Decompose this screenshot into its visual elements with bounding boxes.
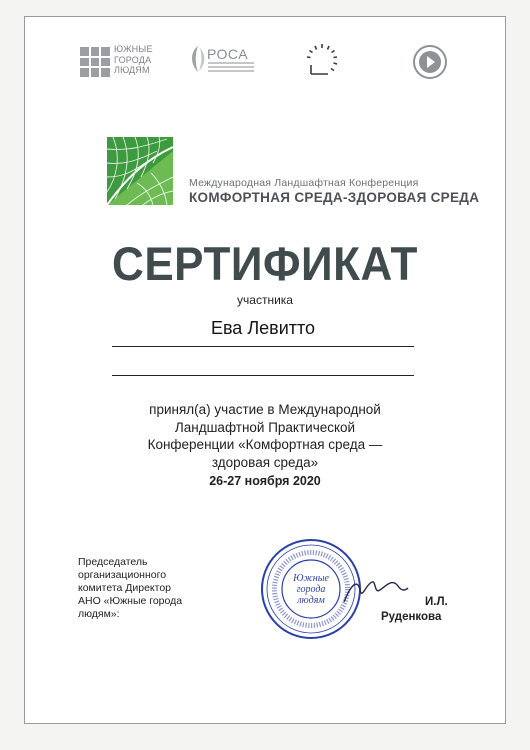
event-dates: 26-27 ноября 2020 [209, 474, 321, 488]
logo1-line: ЛЮДЯМ [114, 65, 150, 75]
south-cities-logo-icon [80, 47, 110, 77]
body-line: здоровая среда» [211, 454, 319, 470]
participation-text [110, 401, 420, 471]
conference-name: КОМФОРТНАЯ СРЕДА-ЗДОРОВАЯ СРЕДА [189, 190, 480, 205]
signer-surname: Руденкова [381, 611, 442, 623]
signer-line: Председатель [78, 556, 148, 568]
rosa-leaf-icon [188, 44, 208, 74]
stamp-text-line: людям [297, 595, 325, 606]
blank-underline [112, 375, 414, 376]
clock-logo-icon [303, 41, 341, 79]
stamp-text-line: Южные [293, 573, 329, 584]
body-line: Ландшафтной Практической [174, 419, 356, 435]
name-underline [112, 346, 414, 347]
rosa-logo-title: РОСА [207, 46, 249, 62]
conference-leaf-icon [107, 137, 173, 205]
body-line: Конференции «Комфортная среда — [147, 437, 383, 452]
signer-initials: И.Л. [425, 596, 448, 608]
signer-title [78, 556, 182, 621]
certificate-role: участника [237, 293, 293, 307]
certificate-title: СЕРТИФИКАТ [112, 238, 418, 291]
stamp-text-line: города [296, 584, 326, 595]
body-line: принял(а) участие в Международной [149, 402, 381, 417]
signer-line: организационного [78, 569, 167, 581]
signer-line: комитета Директор [78, 582, 172, 594]
recipient-name: Ева Левитто [210, 318, 316, 338]
logo1-line: ЮЖНЫЕ [114, 44, 153, 54]
circle-arrow-logo-icon [412, 44, 448, 80]
south-cities-logo-text [114, 44, 153, 76]
signer-line: АНО «Южные города [78, 595, 183, 607]
logo1-line: ГОРОДА [114, 54, 152, 65]
rosa-logo-caption [208, 62, 254, 74]
handwritten-signature [340, 572, 410, 612]
signer-line: людям»: [78, 608, 120, 620]
conference-subtitle: Международная Ландшафтная Конференция [189, 177, 419, 189]
